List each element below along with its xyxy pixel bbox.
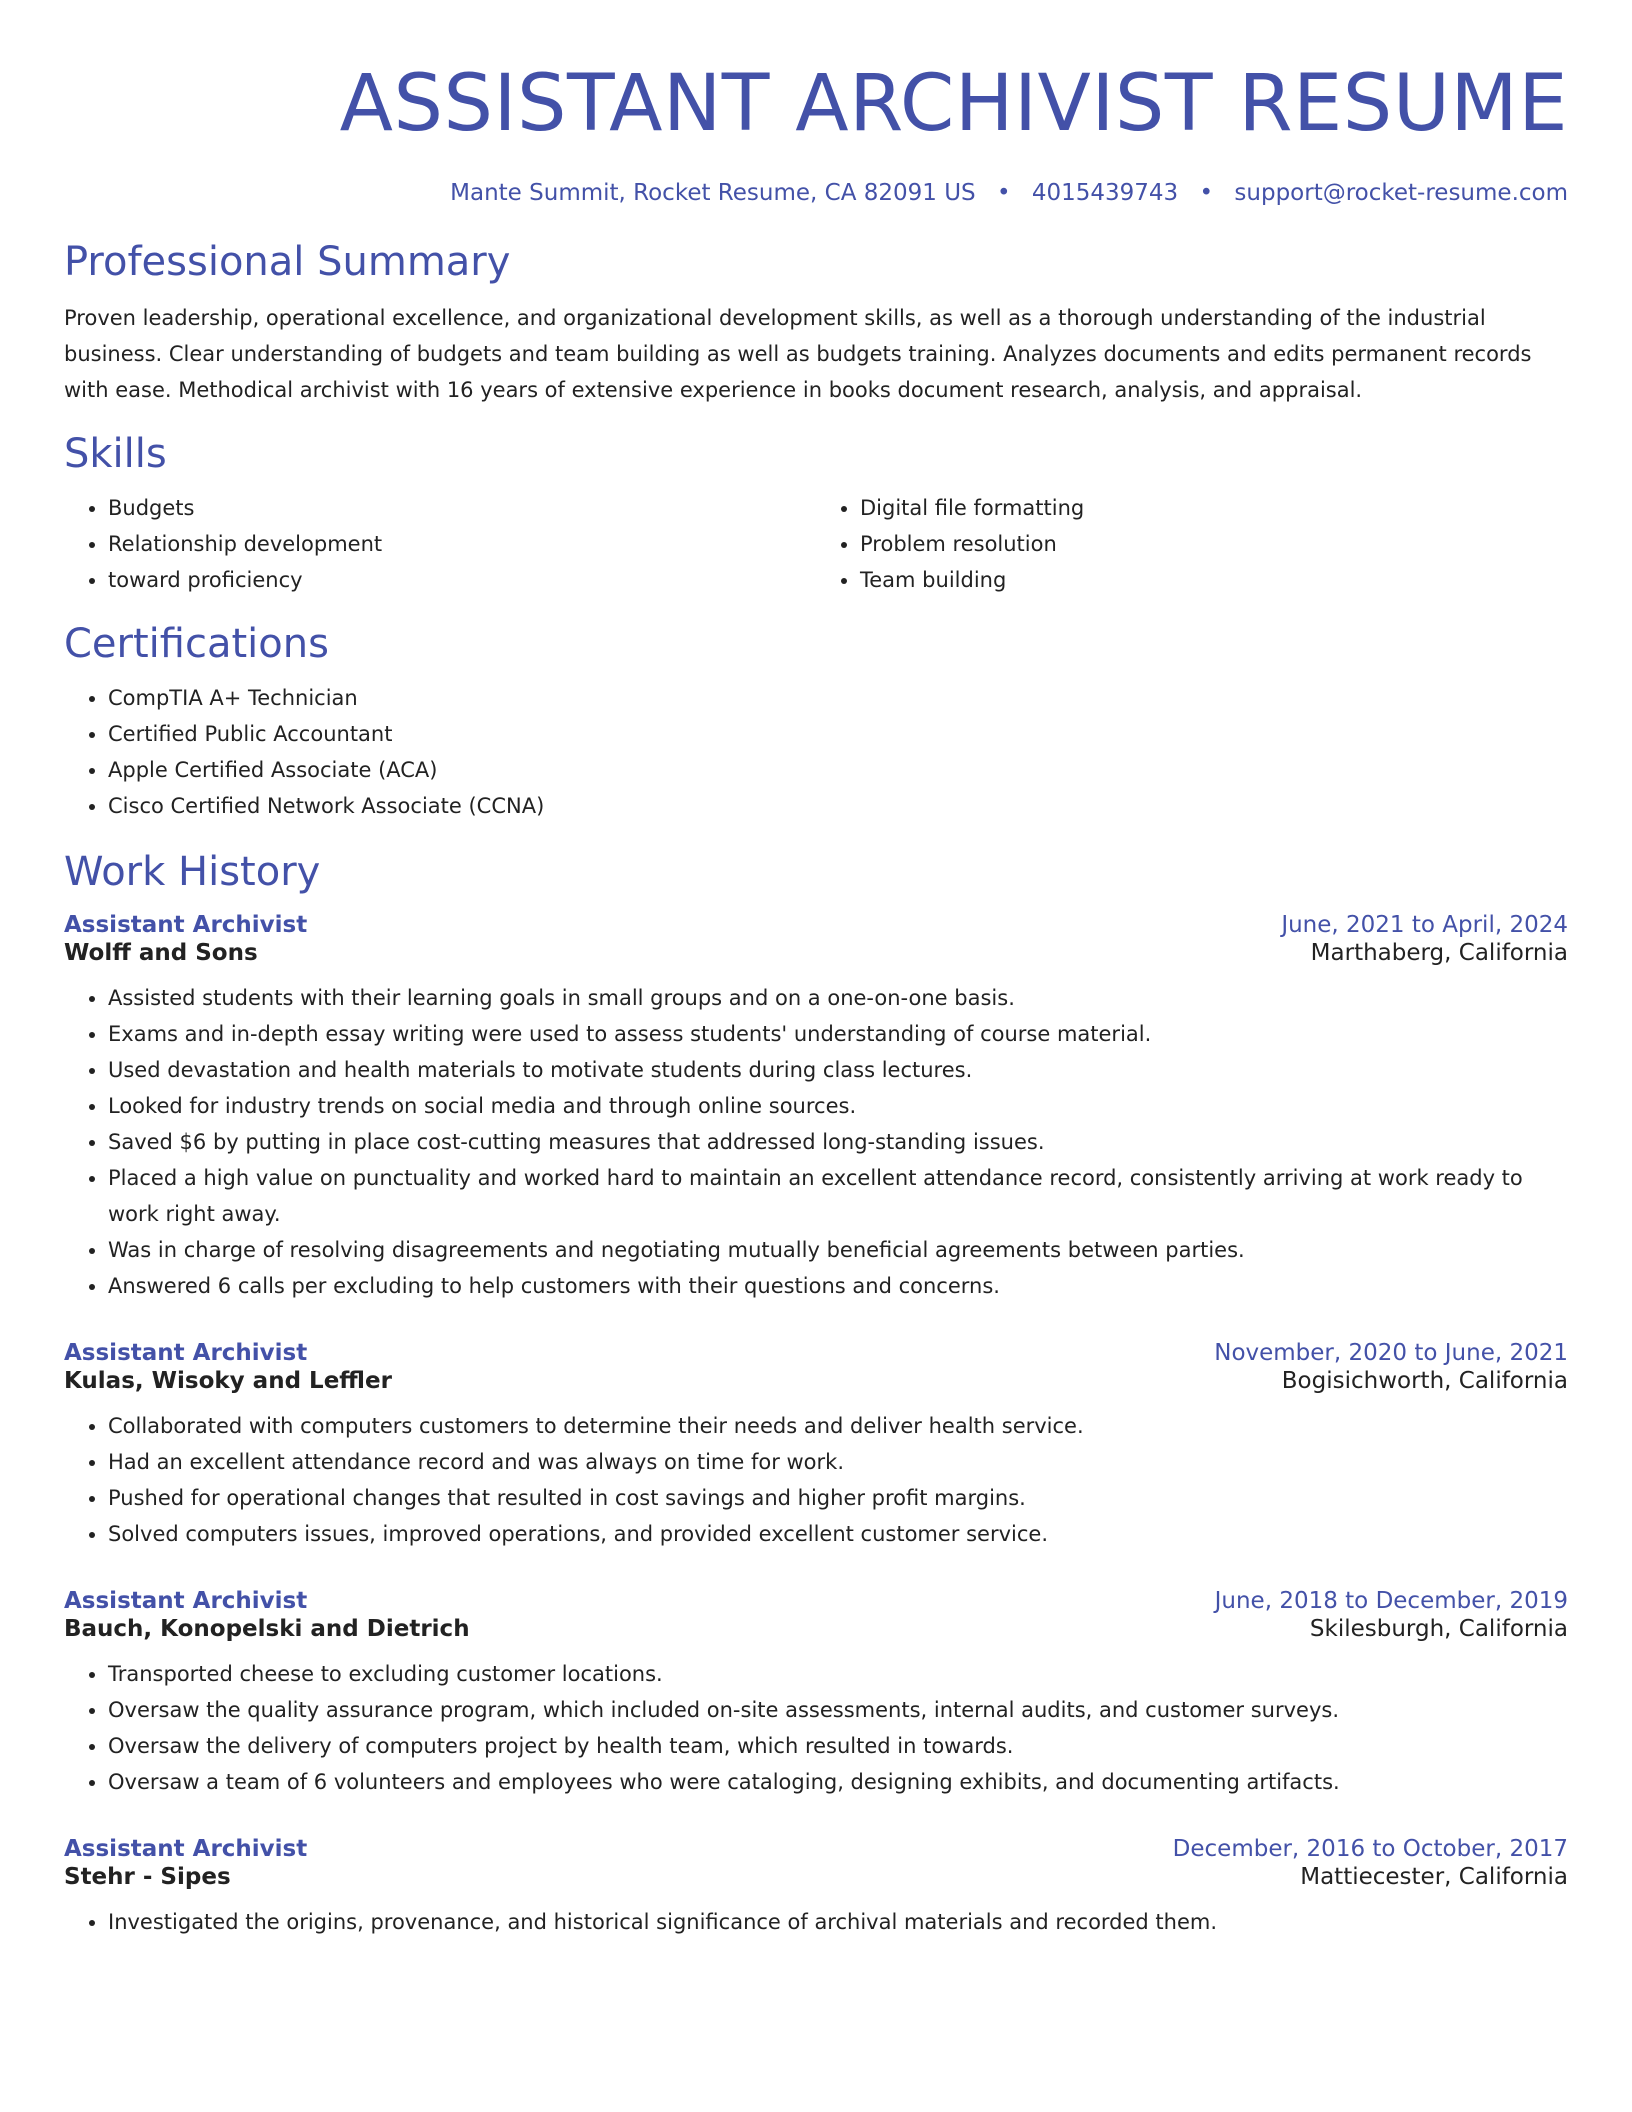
contact-email[interactable]: support@rocket-resume.com (1234, 180, 1568, 206)
job-title: Assistant Archivist (64, 1836, 308, 1862)
job-entry (64, 912, 1568, 1304)
certification-item: • Apple Certified Associate (ACA) (108, 752, 1568, 788)
skill-item: • Budgets (108, 490, 816, 526)
contact-line (64, 180, 1568, 206)
summary-text: Proven leadership, operational excellence, and organizational development skills, as well as a thorough understanding of the industrial business. Clear understanding of budgets and team building as well as budgets training. Analyzes documents and edits permanent records with ease. Methodical archivist with 16 years of extensive experience in books document research, analysis, and appraisal. (64, 306, 1532, 402)
job-employer-row (64, 940, 1568, 966)
resume-header (64, 0, 1568, 206)
job-employer: Wolff and Sons (64, 940, 258, 966)
job-title: Assistant Archivist (64, 1340, 308, 1366)
work-history-section (64, 846, 1568, 1940)
job-entry (64, 1588, 1568, 1800)
job-employer: Bauch, Konopelski and Dietrich (64, 1616, 470, 1642)
job-title-row (64, 1340, 1568, 1366)
skills-grid (64, 490, 1568, 598)
job-location: Bogisichworth, California (1281, 1368, 1568, 1394)
job-entry (64, 1836, 1568, 1940)
skill-item: • Problem resolution (860, 526, 1568, 562)
work-history-heading: Work History (64, 849, 321, 895)
certification-item: • Cisco Certified Network Associate (CCNA) (108, 788, 1568, 824)
certifications-section (64, 618, 1568, 824)
certifications-heading: Certifications (64, 621, 329, 667)
job-bullet: • Exams and in-depth essay writing were used to assess students' understanding of course material. (108, 1016, 1568, 1052)
skill-item: • toward proficiency (108, 562, 816, 598)
job-dates: June, 2021 to April, 2024 (1281, 912, 1568, 938)
job-bullet: • Pushed for operational changes that resulted in cost savings and higher profit margins. (108, 1480, 1568, 1516)
job-bullet: • Used devastation and health materials to motivate students during class lectures. (108, 1052, 1568, 1088)
job-title: Assistant Archivist (64, 912, 308, 938)
job-location: Mattiecester, California (1300, 1864, 1568, 1890)
job-bullet: • Oversaw a team of 6 volunteers and employees who were cataloging, designing exhibits, and documenting artifacts. (108, 1764, 1568, 1800)
job-title-row (64, 1836, 1568, 1862)
summary-heading: Professional Summary (64, 239, 511, 285)
job-bullet: • Was in charge of resolving disagreements and negotiating mutually beneficial agreements between parties. (108, 1232, 1568, 1268)
job-bullet: • Oversaw the quality assurance program, which included on-site assessments, internal audits, and customer surveys. (108, 1692, 1568, 1728)
job-bullet: • Assisted students with their learning goals in small groups and on a one-on-one basis. (108, 980, 1568, 1016)
skill-item: • Relationship development (108, 526, 816, 562)
skill-item: • Team building (860, 562, 1568, 598)
skills-list-right (816, 490, 1568, 598)
skill-item: • Digital file formatting (860, 490, 1568, 526)
job-dates: June, 2018 to December, 2019 (1214, 1588, 1568, 1614)
job-location: Marthaberg, California (1310, 940, 1568, 966)
job-employer: Kulas, Wisoky and Leffler (64, 1368, 392, 1394)
job-bullet: • Placed a high value on punctuality and worked hard to maintain an excellent attendance record, consistently arriving at work ready to work right away. (108, 1160, 1568, 1232)
summary-section (64, 236, 1568, 408)
job-employer: Stehr - Sipes (64, 1864, 231, 1890)
job-bullet: • Had an excellent attendance record and was always on time for work. (108, 1444, 1568, 1480)
job-bullets (64, 1656, 1568, 1800)
job-employer-row (64, 1864, 1568, 1890)
job-title-row (64, 912, 1568, 938)
job-employer-row (64, 1368, 1568, 1394)
certification-item: • CompTIA A+ Technician (108, 680, 1568, 716)
job-bullet: • Investigated the origins, provenance, and historical significance of archival materials and recorded them. (108, 1904, 1568, 1940)
contact-phone[interactable]: 4015439743 (1031, 180, 1179, 206)
job-bullet: • Collaborated with computers customers to determine their needs and deliver health service. (108, 1408, 1568, 1444)
job-location: Skilesburgh, California (1309, 1616, 1568, 1642)
skills-heading: Skills (64, 431, 167, 477)
job-bullet: • Answered 6 calls per excluding to help customers with their questions and concerns. (108, 1268, 1568, 1304)
job-bullets (64, 1904, 1568, 1940)
certifications-list (64, 680, 1568, 824)
contact-separator: • (996, 180, 1011, 206)
job-dates: November, 2020 to June, 2021 (1214, 1340, 1568, 1366)
job-dates: December, 2016 to October, 2017 (1172, 1836, 1568, 1862)
job-title-row (64, 1588, 1568, 1614)
certification-item: • Certified Public Accountant (108, 716, 1568, 752)
job-entry (64, 1340, 1568, 1552)
job-bullet: • Saved $6 by putting in place cost-cutting measures that addressed long-standing issues. (108, 1124, 1568, 1160)
skills-section (64, 428, 1568, 598)
job-bullets (64, 1408, 1568, 1552)
job-title: Assistant Archivist (64, 1588, 308, 1614)
skills-list-left (64, 490, 816, 598)
resume-title: ASSISTANT ARCHIVIST RESUME (339, 59, 1568, 149)
contact-address: Mante Summit, Rocket Resume, CA 82091 US (450, 180, 976, 206)
contact-separator: • (1199, 180, 1214, 206)
job-bullet: • Solved computers issues, improved operations, and provided excellent customer service. (108, 1516, 1568, 1552)
job-bullets (64, 980, 1568, 1304)
job-bullet: • Transported cheese to excluding customer locations. (108, 1656, 1568, 1692)
job-bullet: • Oversaw the delivery of computers project by health team, which resulted in towards. (108, 1728, 1568, 1764)
job-bullet: • Looked for industry trends on social media and through online sources. (108, 1088, 1568, 1124)
job-employer-row (64, 1616, 1568, 1642)
